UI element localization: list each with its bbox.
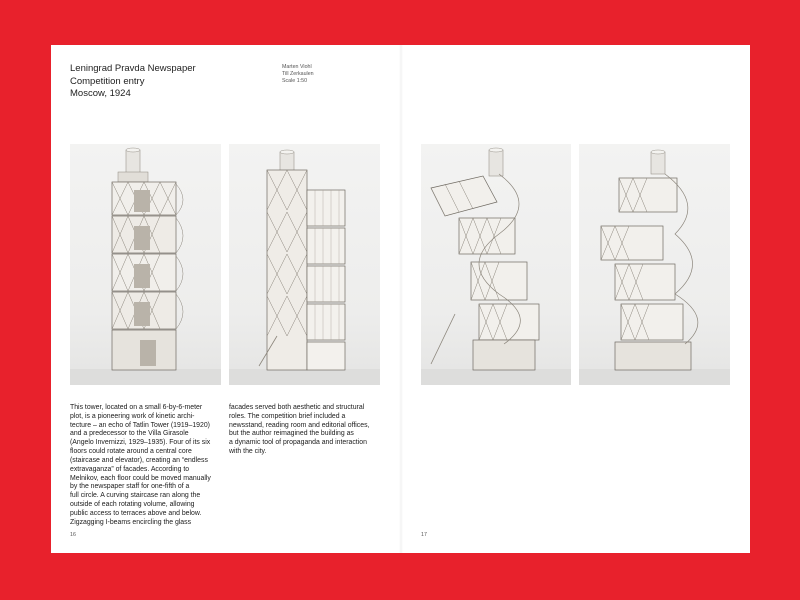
- tower-model-image: [421, 144, 571, 385]
- body-line: (staircase and elevator), creating an “endless: [70, 456, 208, 464]
- model-credits: [282, 64, 314, 86]
- book-spread: [51, 45, 750, 553]
- tower-model-image: [229, 144, 380, 385]
- body-line: by the newspaper staff for one-fifth of a: [70, 483, 190, 491]
- body-line: a dynamic tool of propaganda and interaction: [229, 439, 367, 447]
- body-line: outside of each rotating volume, allowing: [70, 500, 195, 508]
- body-line: newsstand, reading room and editorial offices,: [229, 421, 370, 429]
- title-line: Competition entry: [70, 75, 145, 87]
- project-title: [70, 63, 196, 101]
- body-line: This tower, located on a small 6-by-6-meter: [70, 404, 203, 411]
- body-line: Melnikov, each floor could be moved manually: [70, 474, 211, 482]
- body-line: (Angelo Invernizzi, 1929–1935). Four of its six: [70, 439, 211, 447]
- credit-line: Scale 1:50: [282, 78, 308, 85]
- body-line: full circle. A curving staircase ran along the: [70, 492, 201, 500]
- body-line: but the author reimagined the building as: [229, 430, 354, 438]
- model-photo-1: [70, 144, 221, 385]
- body-line: and a predecessor to the Villa Girasole: [70, 430, 189, 438]
- credit-line: Marten Viohl: [282, 64, 312, 70]
- model-photo-2: [229, 144, 380, 385]
- body-line: Zigzagging I-beams encircling the glass: [70, 518, 192, 526]
- body-line: facades served both aesthetic and structural: [229, 404, 365, 411]
- page-number: 16: [70, 532, 76, 538]
- body-line: plot, is a pioneering work of kinetic archi-: [70, 412, 195, 420]
- tower-model-image: [70, 144, 221, 385]
- body-line: roles. The competition brief included a: [229, 412, 346, 420]
- body-line: extravaganza” of facades. According to: [70, 465, 190, 473]
- model-photo-3: [421, 144, 571, 385]
- body-text-column-2: [229, 404, 379, 457]
- tower-model-image: [579, 144, 730, 385]
- body-line: public access to terraces above and below.: [70, 509, 202, 517]
- body-line: floors could rotate around a central core: [70, 448, 192, 456]
- right-page: [401, 45, 750, 553]
- body-line: with the city.: [229, 448, 267, 456]
- body-text-column-1: [70, 404, 220, 527]
- page-number: 17: [421, 532, 427, 538]
- left-page: [51, 45, 400, 553]
- model-photo-4: [579, 144, 730, 385]
- credit-line: Till Zerkaulen: [282, 71, 314, 78]
- title-line: Leningrad Pravda Newspaper: [70, 63, 196, 74]
- title-line: Moscow, 1924: [70, 88, 131, 99]
- body-line: tecture – an echo of Tatlin Tower (1919–1920): [70, 421, 210, 429]
